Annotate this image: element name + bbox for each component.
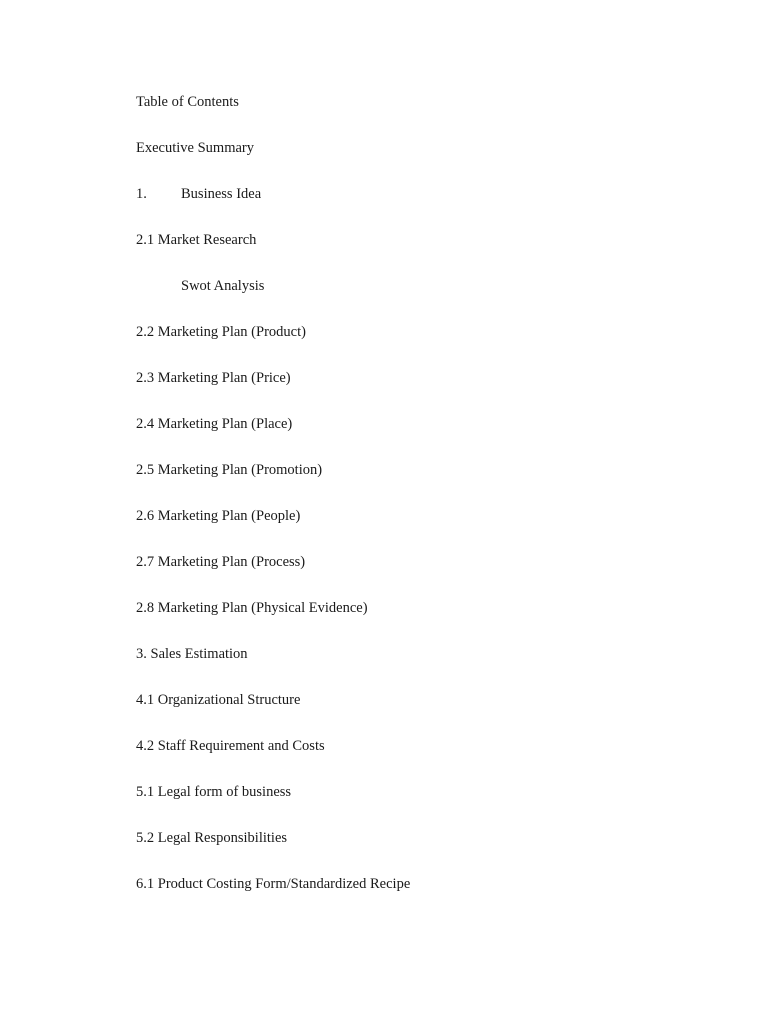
toc-entry-text: Business Idea: [181, 186, 262, 202]
toc-entry: [136, 368, 736, 414]
toc-entry: [136, 690, 736, 736]
toc-entry: [136, 460, 736, 506]
toc-entry-number: 1.: [136, 186, 147, 202]
toc-entry-text: 2.8 Marketing Plan (Physical Evidence): [136, 600, 368, 616]
toc-entry: [136, 598, 736, 644]
toc-entry: [136, 138, 736, 184]
toc-entry-text: 2.7 Marketing Plan (Process): [136, 554, 306, 570]
toc-entry-text: Executive Summary: [136, 140, 254, 156]
toc-entry: [136, 552, 736, 598]
toc-entry: [136, 230, 736, 276]
toc-entry: [136, 782, 736, 828]
toc-heading: Table of Contents: [136, 94, 239, 110]
toc-entry-text: 2.6 Marketing Plan (People): [136, 508, 301, 524]
toc-entry-text: 4.1 Organizational Structure: [136, 692, 301, 708]
toc-entry-text: 4.2 Staff Requirement and Costs: [136, 738, 325, 754]
toc-entry-text: Swot Analysis: [181, 278, 265, 294]
toc-entry-text: 2.5 Marketing Plan (Promotion): [136, 462, 323, 478]
toc-entry: [136, 644, 736, 690]
toc-entry: [136, 414, 736, 460]
toc-entry-text: 6.1 Product Costing Form/Standardized Recipe: [136, 876, 411, 892]
toc-entry-text: 2.2 Marketing Plan (Product): [136, 324, 306, 340]
toc-entry-text: 2.1 Market Research: [136, 232, 257, 248]
toc-entry: [136, 276, 736, 322]
toc-entry: [136, 828, 736, 874]
toc-entry-text: 2.3 Marketing Plan (Price): [136, 370, 291, 386]
toc-entry-text: 3. Sales Estimation: [136, 646, 248, 662]
toc-entry: [136, 322, 736, 368]
toc-entry: [136, 874, 736, 920]
toc-entry-text: 2.4 Marketing Plan (Place): [136, 416, 293, 432]
toc-entry-text: 5.1 Legal form of business: [136, 784, 292, 800]
toc-entries: [136, 138, 736, 920]
toc-entry: [136, 506, 736, 552]
table-of-contents: [136, 92, 736, 920]
toc-entry: [136, 184, 736, 230]
toc-entry-text: 5.2 Legal Responsibilities: [136, 830, 288, 846]
toc-entry: [136, 736, 736, 782]
